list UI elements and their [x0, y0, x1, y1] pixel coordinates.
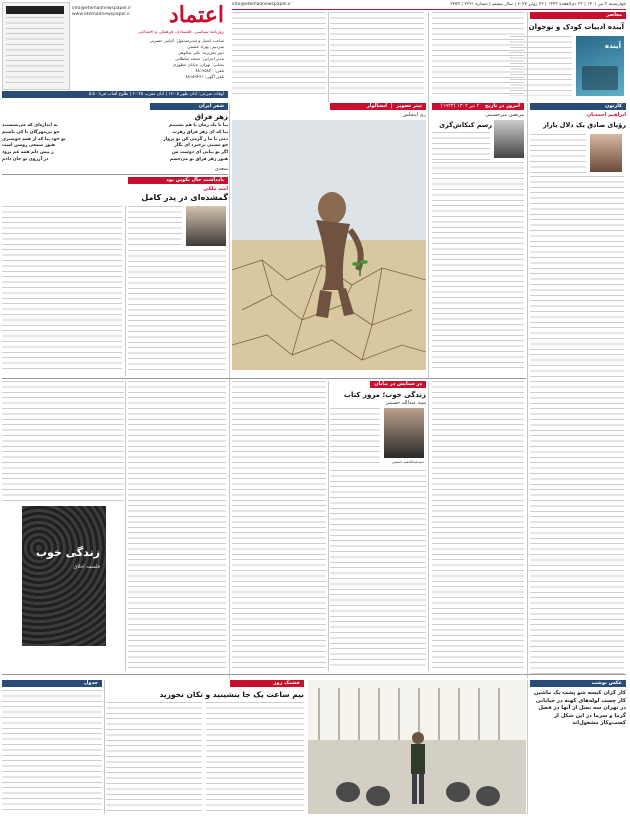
history-photo — [494, 120, 524, 158]
divider — [428, 381, 429, 671]
story-text-c — [2, 690, 102, 814]
divider — [527, 103, 528, 678]
opinion-text-a — [330, 12, 424, 96]
divider — [125, 206, 126, 376]
poem-couplet: چو مستی برخیزد ای نگار هنوز شمعی روشن است — [2, 143, 228, 149]
masthead-credits — [74, 38, 224, 80]
header-email[interactable]: info@etemadnewspaper.ir — [232, 2, 292, 7]
poem-body — [2, 123, 228, 164]
poem-poet: سعدی — [214, 166, 228, 172]
thumbnail-headline — [6, 6, 64, 14]
newspaper-thumbnail — [2, 2, 70, 90]
poem-title: زهر فراق — [194, 113, 228, 121]
history-text-c — [432, 381, 524, 670]
credit-line: تلفن آگهی: ۸۸۱۵۹۴۹۱ — [185, 74, 224, 79]
poem-couplet: اگر تو بیایی ای دوست من ز پیش دلم همه غم برود — [2, 150, 228, 156]
review-section-bar: در ستایش در بیابان — [370, 381, 426, 388]
history-section-label: امروز در تاریخ — [485, 103, 520, 109]
book-cover-art — [582, 66, 618, 90]
photo-story-image — [308, 680, 526, 814]
review-photo-caption: سیدعبدالحمید حسینی — [391, 460, 424, 464]
literature-text — [432, 12, 524, 96]
book-title: آینده ادبیات کودک و نوجوان — [528, 23, 624, 31]
cover-title: زندگی خوب — [35, 546, 100, 559]
history-text-a — [432, 132, 490, 160]
credit-line: دبیر تحریریه: علی شکوهی — [177, 50, 224, 55]
memory-text-c — [2, 206, 122, 370]
divider — [527, 12, 528, 102]
cover-crowd — [22, 506, 106, 646]
masthead-logo[interactable]: اعتماد — [168, 2, 224, 28]
review-text-a — [330, 408, 380, 466]
masthead-tagline: روزنامه سیاسی، اقتصادی، فرهنگی و اجتماعی — [137, 30, 224, 35]
review-book-cover — [22, 506, 106, 646]
masthead-email[interactable]: info@etemadnewspaper.ir — [72, 6, 132, 11]
cartoon-text-a — [530, 134, 586, 174]
review-text-b — [330, 470, 426, 670]
story-section-bar: خشتک روز — [230, 680, 304, 687]
memory-author: امید ملکی — [203, 186, 228, 192]
cartoon-section-bar: کارتون — [530, 103, 626, 110]
credit-line: نشانی: تهران، خیابان مطهری — [172, 62, 224, 67]
footer-left-bar: جدول — [2, 680, 102, 687]
review-author: سید عبدالله حسینی — [385, 400, 426, 406]
story-text-b — [106, 702, 202, 814]
book-cover-title: آینده — [604, 42, 621, 50]
masthead-web[interactable]: www.etemadnewspaper.ir — [72, 12, 131, 17]
divider — [125, 381, 126, 671]
credit-line: تلفن: ۸۸۱۹۵۸۴۰ — [195, 68, 224, 73]
divider — [428, 103, 429, 378]
divider — [328, 12, 329, 102]
prayer-times-bar: اوقات شرعی: اذان ظهر ۱۳:۰۵ | اذان مغرب ۲۰:۴۵ | طلوع آفتاب فردا ۵:۵۰ — [2, 91, 228, 98]
memory-text-a — [128, 250, 226, 370]
book-section-bar: معاصر — [530, 12, 626, 19]
illustration-artist: ری اینجلس — [402, 112, 426, 118]
credit-line: مدیر اجرایی: محمد سلطانی — [174, 56, 224, 61]
credit-line: سردبیر: بهزاد عشقی — [187, 44, 224, 49]
cartoon-byline: ابراهیم احمدیان — [586, 112, 626, 118]
divider — [229, 103, 230, 678]
header-dateline: چهارشنبه ۲ تیر ۱۴۰۱ | ۲۳ ذی‌القعده ۱۴۴۳ | ۲۲ ژوئن ۲۰۲۲ | سال بیستم | شماره ۲۲۲۱ | ۲۴۵۹ — [450, 2, 626, 7]
poem-couplet: دمی با ما ز گرمی کن تو پرواز تو خود بیا که از همه خوشتری — [2, 136, 228, 142]
divider — [527, 680, 528, 814]
photo-story-section-bar: عکس نوشت — [530, 680, 626, 687]
poem-couplet: بیا تا یک زمان با هم نشینیم به اندازه‌ای که می‌نشستند — [2, 123, 228, 128]
memory-section-bar: یادداشت حال نکوین بود — [128, 177, 228, 184]
divider — [2, 174, 228, 175]
review-text-c — [232, 381, 326, 670]
cover-subtitle: فلسفه اخلاق — [73, 564, 100, 570]
memory-text-b — [128, 206, 182, 248]
workers-photo — [308, 680, 526, 814]
history-date: ۲ تیر ۱۳۰۲ (۱۹۲۳) — [440, 103, 480, 109]
divider — [2, 674, 626, 675]
illustration-image — [232, 120, 426, 370]
cartoon-text-b — [530, 176, 624, 676]
history-author: مرتضی میرحسینی — [485, 112, 524, 118]
story-title: نیم ساعت یک جا بنشینید و تکان نخورید — [159, 690, 304, 699]
header-rule — [232, 9, 626, 10]
cartoon-title: رؤیای صادق یک دلال بازار — [542, 121, 626, 129]
divider — [328, 381, 329, 671]
photo-story-caption: کار گران کیسه شو پشت یک ماشین کار چسب لوله‌های کهنه در خیابانی در تهران سه نسل از آنها در فصل گرما و سرما در این شکل از کسب‌وکار مشغول‌اند — [533, 690, 626, 727]
poem-section-bar: شعر ایران — [150, 103, 228, 110]
review-text-d — [128, 381, 226, 670]
divider — [2, 378, 526, 379]
credit-line: صاحب امتیاز و مدیرمسئول: الیاس حضرتی — [149, 38, 224, 43]
book-cover — [576, 36, 624, 96]
review-author-photo — [384, 408, 424, 458]
illustration-section-bar: تیتر تصویر | آبشالوار — [330, 103, 426, 110]
history-section-bar — [432, 103, 524, 110]
illustration-caption-section: آبشالوار — [366, 103, 387, 109]
author-photo — [590, 134, 622, 172]
illustration-section: تیتر تصویر — [396, 103, 422, 109]
history-text-b — [432, 162, 524, 372]
opinion-text-b — [232, 12, 326, 96]
cracked-earth-illustration — [232, 120, 426, 370]
history-title: رسم کنکاش‌گری — [439, 121, 492, 129]
divider — [428, 12, 429, 102]
divider — [104, 680, 105, 814]
masthead-box — [2, 2, 228, 98]
review-text-e — [2, 381, 124, 501]
memory-title: گمشده‌ای در پدر کامل — [141, 193, 228, 202]
poem-couplet: هنوز زهر فراق تو می‌چشم در آرزوی تو جان دادم — [2, 156, 228, 162]
thumbnail-text — [6, 17, 64, 85]
review-title: زندگی خوب؛ مرور کتاب — [343, 391, 426, 399]
story-text-a — [206, 702, 304, 814]
poem-couplet: بیا که ای زهر فراق زهرت چو بی‌مهرگان تا کی باشیم — [2, 129, 228, 135]
memory-author-photo — [186, 206, 226, 246]
